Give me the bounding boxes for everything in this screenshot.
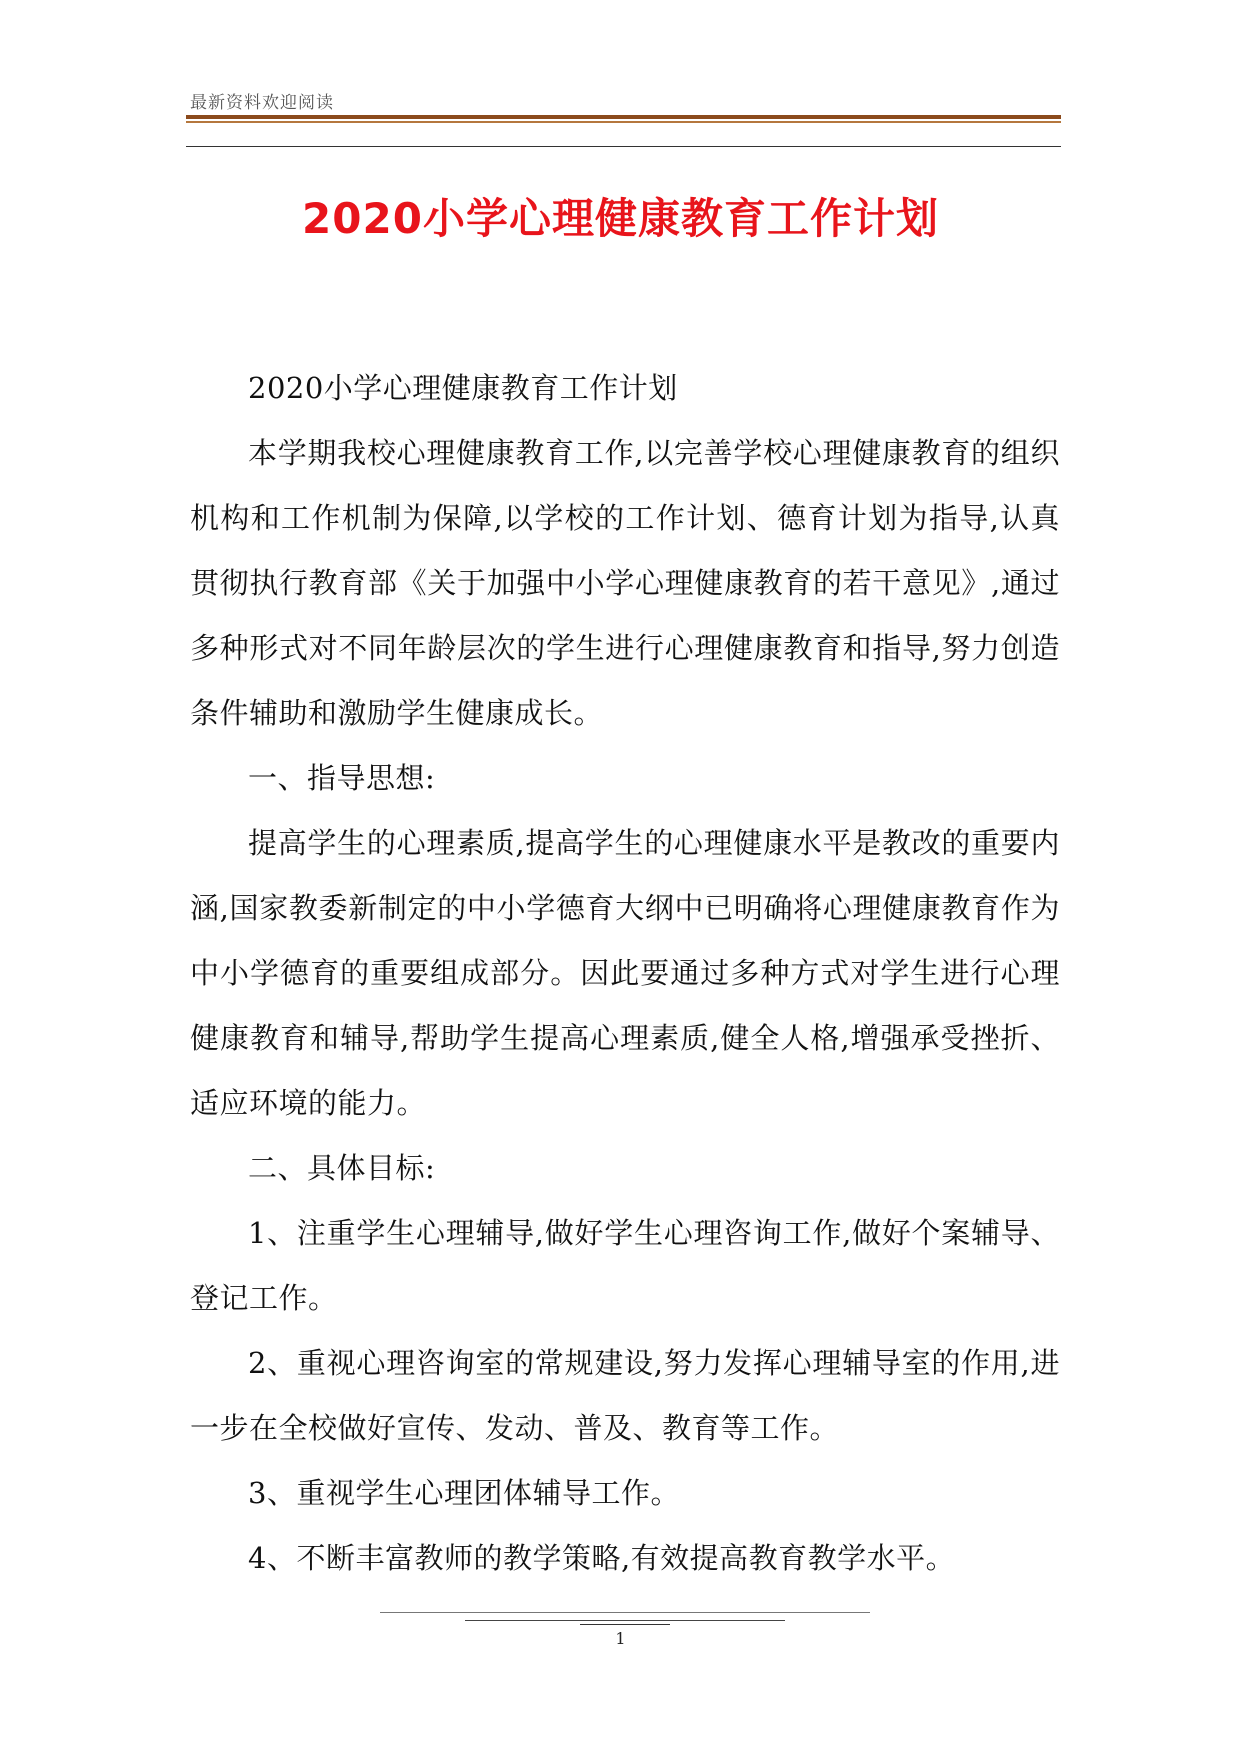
footer-rule-middle bbox=[465, 1620, 785, 1621]
goal-item-3: 3、重视学生心理团体辅导工作。 bbox=[248, 1476, 680, 1510]
document-title: 2020小学心理健康教育工作计划 bbox=[302, 194, 939, 244]
footer-rule-outer bbox=[380, 1612, 870, 1613]
goal-item-2: 2、重视心理咨询室的常规建设,努力发挥心理辅导室的作用,进一步在全校做好宣传、发动、普及、教育等工作。 bbox=[190, 1346, 1060, 1445]
section-heading-goals: 二、具体目标: bbox=[248, 1151, 436, 1185]
document-body bbox=[190, 356, 1060, 1591]
goal-item-1: 1、注重学生心理辅导,做好学生心理咨询工作,做好个案辅导、登记工作。 bbox=[190, 1216, 1060, 1315]
page-number: 1 bbox=[615, 1629, 626, 1648]
footer-rule-inner bbox=[580, 1624, 670, 1625]
header-rule-thick bbox=[186, 115, 1061, 119]
paragraph-guiding-thought: 提高学生的心理素质,提高学生的心理健康水平是教改的重要内涵,国家教委新制定的中小学德育大纲中已明确将心理健康教育作为中小学德育的重要组成部分。因此要通过多种方式对学生进行心理健康教育和辅导,帮助学生提高心理素质,健全人格,增强承受挫折、适应环境的能力。 bbox=[190, 826, 1060, 1120]
goal-item-4: 4、不断丰富教师的教学策略,有效提高教育教学水平。 bbox=[248, 1541, 956, 1575]
header-rule-thin bbox=[186, 146, 1061, 147]
paragraph-subtitle: 2020小学心理健康教育工作计划 bbox=[248, 371, 678, 405]
section-heading-guiding-thought: 一、指导思想: bbox=[248, 761, 436, 795]
page-header-text: 最新资料欢迎阅读 bbox=[190, 93, 334, 113]
header-rule-secondary bbox=[186, 121, 1061, 123]
paragraph-intro: 本学期我校心理健康教育工作,以完善学校心理健康教育的组织机构和工作机制为保障,以学校的工作计划、德育计划为指导,认真贯彻执行教育部《关于加强中小学心理健康教育的若干意见》,通过多种形式对不同年龄层次的学生进行心理健康教育和指导,努力创造条件辅助和激励学生健康成长。 bbox=[190, 436, 1060, 730]
